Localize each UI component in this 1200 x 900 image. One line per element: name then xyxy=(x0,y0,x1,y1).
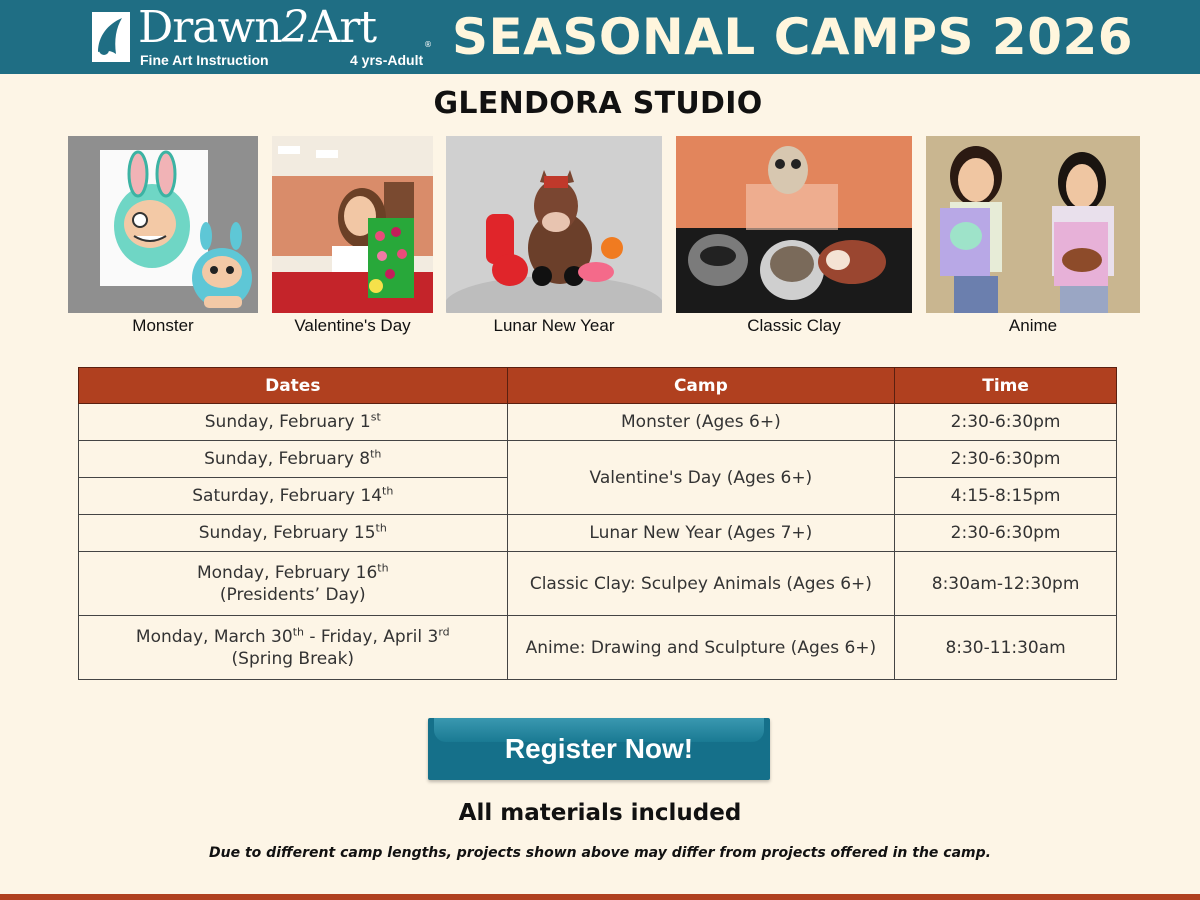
table-header-row xyxy=(79,368,1117,404)
materials-note: All materials included xyxy=(458,800,742,826)
caption-lunar-new-year: Lunar New Year xyxy=(493,316,615,335)
lunar-new-year-photo xyxy=(446,136,662,313)
page-header xyxy=(0,0,1200,74)
register-now-button[interactable] xyxy=(428,718,770,780)
disclaimer-text: Due to different camp lengths, projects shown above may differ from projects offered in the camp. xyxy=(209,845,991,861)
time-cell: 8:30-11:30am xyxy=(895,616,1117,680)
camp-cell: Lunar New Year (Ages 7+) xyxy=(507,515,895,552)
schedule-table xyxy=(78,367,1117,680)
caption-classic-clay: Classic Clay xyxy=(747,316,841,335)
date-cell: Monday, February 16th (Presidents’ Day) xyxy=(79,552,508,616)
drawn2art-logo[interactable] xyxy=(88,4,434,68)
time-cell: 4:15-8:15pm xyxy=(895,478,1117,515)
anime-photo xyxy=(926,136,1140,313)
date-cell: Sunday, February 1st xyxy=(79,404,508,441)
monster-photo xyxy=(68,136,258,313)
header-dates: Dates xyxy=(79,368,508,404)
valentines-photo xyxy=(272,136,433,313)
header-camp: Camp xyxy=(507,368,895,404)
classic-clay-photo xyxy=(676,136,912,313)
bottom-accent-bar xyxy=(0,894,1200,900)
date-cell: Sunday, February 15th xyxy=(79,515,508,552)
camp-cell: Valentine's Day (Ages 6+) xyxy=(507,441,895,515)
date-cell: Saturday, February 14th xyxy=(79,478,508,515)
camp-cell: Anime: Drawing and Sculpture (Ages 6+) xyxy=(507,616,895,680)
page-title: SEASONAL CAMPS 2026 xyxy=(452,8,1134,66)
table-row xyxy=(79,552,1117,616)
caption-valentines: Valentine's Day xyxy=(294,316,411,335)
table-row xyxy=(79,515,1117,552)
register-button-label: Register Now! xyxy=(504,733,694,764)
studio-title: GLENDORA STUDIO xyxy=(433,86,763,121)
brush-logo-icon xyxy=(88,10,134,64)
caption-anime: Anime xyxy=(1008,316,1058,335)
registered-mark: ® xyxy=(424,40,432,49)
logo-ages: 4 yrs-Adult xyxy=(350,52,424,68)
logo-wordmark: Drawn2Art xyxy=(138,2,377,53)
table-row xyxy=(79,404,1117,441)
time-cell: 2:30-6:30pm xyxy=(895,404,1117,441)
camp-cell: Classic Clay: Sculpey Animals (Ages 6+) xyxy=(507,552,895,616)
table-row xyxy=(79,616,1117,680)
time-cell: 2:30-6:30pm xyxy=(895,515,1117,552)
table-row xyxy=(79,441,1117,478)
date-cell: Sunday, February 8th xyxy=(79,441,508,478)
caption-monster: Monster xyxy=(132,316,194,335)
time-cell: 2:30-6:30pm xyxy=(895,441,1117,478)
header-time: Time xyxy=(895,368,1117,404)
time-cell: 8:30am-12:30pm xyxy=(895,552,1117,616)
logo-tagline: Fine Art Instruction xyxy=(140,52,269,68)
date-cell: Monday, March 30th - Friday, April 3rd (Spring Break) xyxy=(79,616,508,680)
camp-cell: Monster (Ages 6+) xyxy=(507,404,895,441)
